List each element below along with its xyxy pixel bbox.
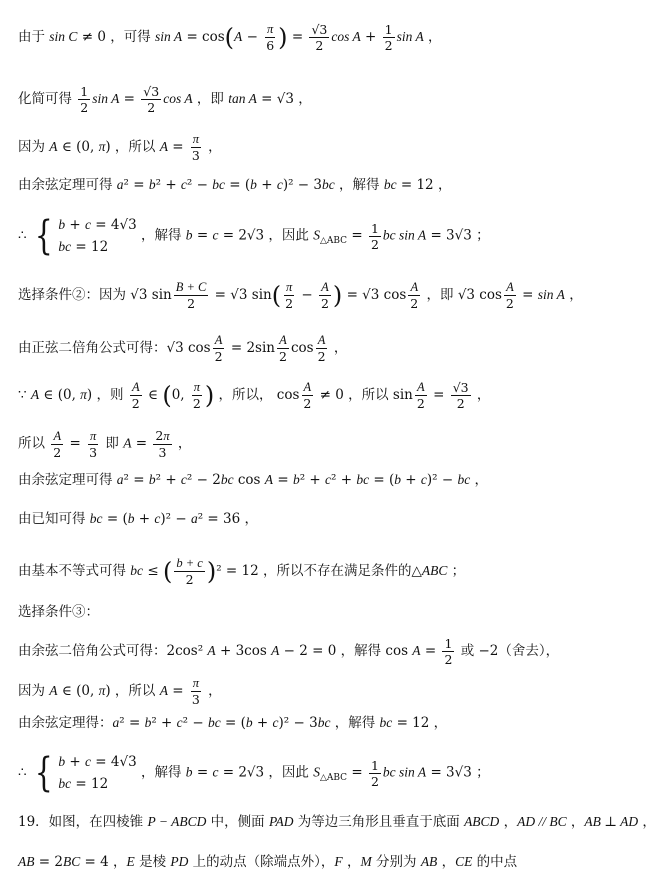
text-line-18: 19．如图，在四棱锥 P − ABCD 中，侧面 PAD 为等边三角形且垂直于底面 ABCD ，AD // BC ，AB ⊥ AD ， xyxy=(18,814,656,830)
text-line-3: 因为 A ∈ (0, π) ，所以 A = $\frac{\pi}{3}$ ， xyxy=(18,132,222,163)
text-line-11: 由已知可得 bc = (b + c)² − a² = 36 ， xyxy=(18,511,258,527)
text-line-9: 所以 $\frac{A}{2}$ = $\frac{\pi}{3}$ 即 A = $\frac{2\pi}{3}$ ， xyxy=(18,428,192,460)
text-line-13: 选择条件③： xyxy=(18,604,99,620)
text-line-4: 由余弦定理可得 a² = b² + c² − bc = (b + c)² − 3bc ，解得 bc = 12 ， xyxy=(18,177,452,193)
text-line-8: ∵ A ∈ (0, π) ，则 $\frac{A}{2}$ ∈ (0, $\frac{\pi}{2}$ ) ，所以， cos $\frac{A}{2}$ ≠ 0 ，所以 sin $\frac{A}{2}$ = $\frac{√3}{2}$ ， xyxy=(18,380,491,411)
text-line-15: 因为 A ∈ (0, π) ，所以 A = $\frac{\pi}{3}$ ， xyxy=(18,676,222,707)
text-line-1: 由于 sin C ≠ 0 ，可得 sin A = cos(A − $\frac{\pi}{6}$ ) = $\frac{√3}{2}$ cos A + $\frac{1}{2}$ sin A ， xyxy=(18,22,442,53)
text-line-14: 由余弦二倍角公式可得：2cos² A + 3cos A − 2 = 0 ，解得 cos A = $\frac{1}{2}$ 或 −2（舍去）， xyxy=(18,636,560,667)
text-line-6: 选择条件②：因为 √3 sin $\frac{B + C}{2}$ = √3 sin( $\frac{\pi}{2}$ − $\frac{A}{2}$ ) = √3 cos $\frac{A}{2}$ ，即 √3 cos $\frac{A}{2}$ = sin A ， xyxy=(18,280,583,311)
text-line-5: ∴ { b + c = 4√3 bc = 12 ，解得 b = c = 2√3 ，因此 $S_{\triangle ABC}$ = $\frac{1}{2}$ bc sin A = 3√3 ； xyxy=(18,213,490,259)
text-line-2: 化简可得 $\frac{1}{2}$ sin A = $\frac{√3}{2}$ cos A ，即 tan A = √3 ， xyxy=(18,84,312,115)
text-line-17: ∴ { b + c = 4√3 bc = 12 ，解得 b = c = 2√3 ，因此 $S_{\triangle ABC}$ = $\frac{1}{2}$ bc sin A = 3√3 ； xyxy=(18,750,490,796)
text-line-10: 由余弦定理可得 a² = b² + c² − 2bc cos A = b² + c² + bc = (b + c)² − bc ， xyxy=(18,472,489,488)
text-line-19: AB = 2BC = 4 ，E 是棱 PD 上的动点（除端点外），F ，M 分别为 AB ，CE 的中点 xyxy=(18,854,518,870)
text-line-16: 由余弦定理得：a² = b² + c² − bc = (b + c)² − 3bc ，解得 bc = 12 ， xyxy=(18,715,448,731)
text-line-12: 由基本不等式可得 bc ≤ ( $\frac{b + c}{2}$ )² = 12 ，所以不存在满足条件的△ABC ； xyxy=(18,556,466,587)
text-line-7: 由正弦二倍角公式可得：√3 cos $\frac{A}{2}$ = 2sin $\frac{A}{2}$ cos $\frac{A}{2}$ ， xyxy=(18,333,348,364)
